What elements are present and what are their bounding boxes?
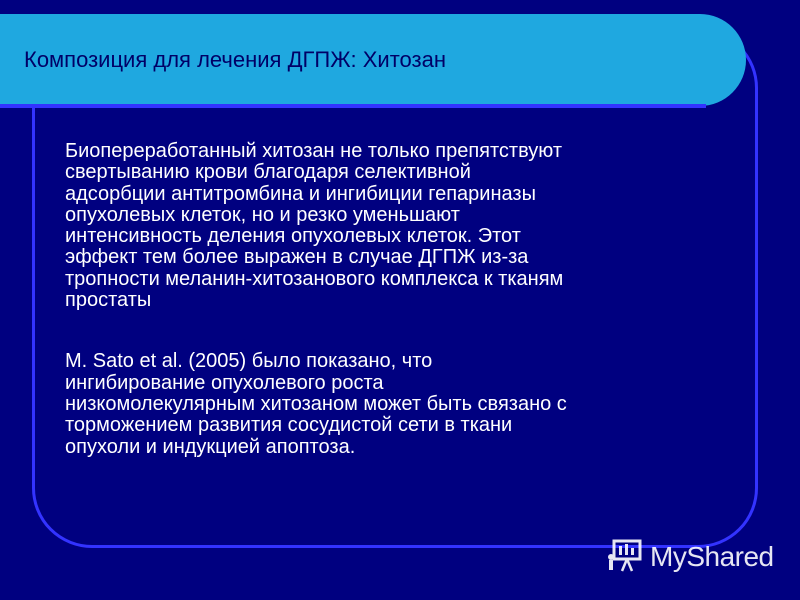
paragraph-1: Биопереработанный хитозан не только препятствуют свертыванию крови благодаря селективной адсорбции антитромбина и ингибиции гепариназы опухолевых клеток, но и резко уменьшают интенсивность деления опухолевых клеток. Этот эффект тем более выражен в случае ДГПЖ из-за тропности меланин-хитозанового комплекса к тканям простаты bbox=[65, 140, 564, 312]
slide-title: Композиция для лечения ДГПЖ: Хитозан bbox=[24, 47, 446, 72]
slide-body bbox=[65, 141, 755, 458]
presentation-board-icon bbox=[606, 535, 646, 580]
paragraph-2: M. Sato et al. (2005) было показано, что ингибирование опухолевого роста низкомолекулярным хитозаном может быть связано с торможением развития сосудистой сети в ткани опухоли и индукцией апоптоза. bbox=[65, 350, 567, 458]
title-underline bbox=[0, 104, 706, 108]
watermark-text: MyShared bbox=[650, 541, 774, 572]
watermark bbox=[606, 537, 774, 577]
